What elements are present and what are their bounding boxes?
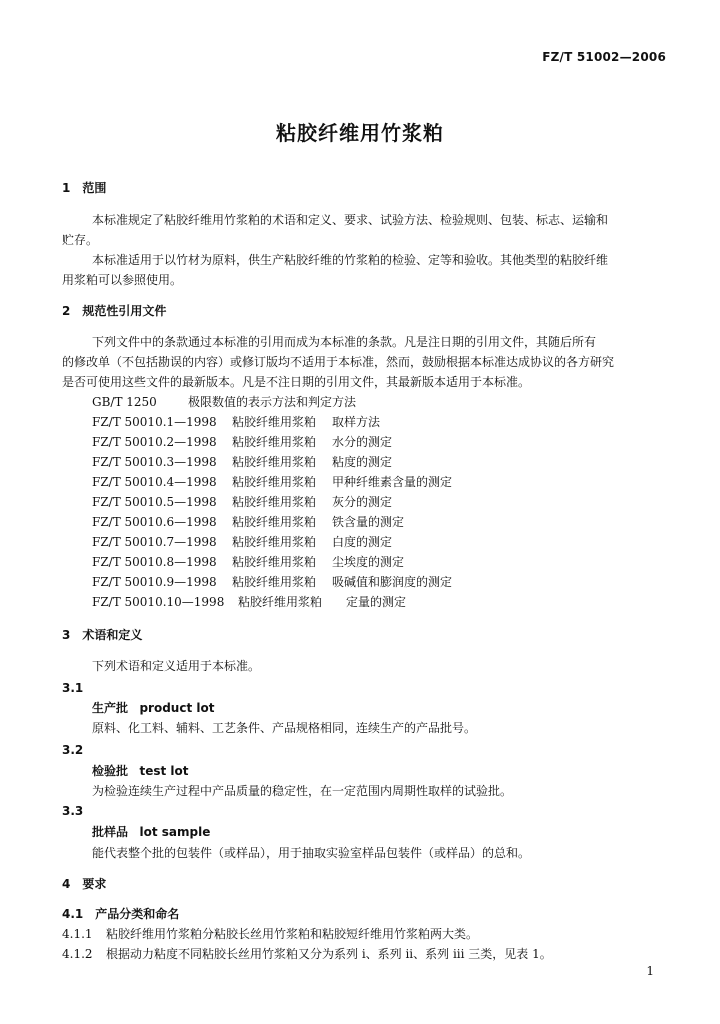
reference-name: 粘胶纤维用浆粕 bbox=[232, 495, 317, 509]
reference-item bbox=[92, 414, 380, 430]
term-title bbox=[92, 824, 210, 840]
term-english: test lot bbox=[139, 764, 189, 778]
reference-topic: 吸碱值和膨润度的测定 bbox=[332, 575, 453, 589]
term-definition: 能代表整个批的包装件（或样品），用于抽取实验室样品包装件（或样品）的总和。 bbox=[92, 846, 531, 860]
section-1-paragraph-1-line-1: 本标准规定了粘胶纤维用竹浆粕的术语和定义、要求、试验方法、检验规则、包装、标志、运输和 bbox=[92, 213, 609, 227]
term-number: 3.1 bbox=[62, 681, 84, 695]
reference-code: FZ/T 50010.1—1998 bbox=[92, 415, 217, 429]
reference-name: 粘胶纤维用浆粕 bbox=[232, 435, 317, 449]
term-title bbox=[92, 700, 214, 716]
reference-item bbox=[92, 454, 392, 470]
reference-name: 粘胶纤维用浆粕 bbox=[232, 415, 317, 429]
reference-item bbox=[92, 554, 404, 570]
reference-code: FZ/T 50010.3—1998 bbox=[92, 455, 217, 469]
reference-item bbox=[92, 394, 356, 410]
reference-code: FZ/T 50010.6—1998 bbox=[92, 515, 217, 529]
reference-code: FZ/T 50010.5—1998 bbox=[92, 495, 217, 509]
reference-code: FZ/T 50010.7—1998 bbox=[92, 535, 217, 549]
clause-text: 粘胶纤维用竹浆粕分粘胶长丝用竹浆粕和粘胶短纤维用竹浆粕两大类。 bbox=[106, 927, 479, 941]
reference-name: 粘胶纤维用浆粕 bbox=[232, 475, 317, 489]
reference-name: 粘胶纤维用浆粕 bbox=[238, 595, 323, 609]
reference-topic: 水分的测定 bbox=[332, 435, 393, 449]
term-chinese: 检验批 bbox=[92, 764, 129, 778]
page-number: 1 bbox=[646, 964, 654, 978]
term-number: 3.2 bbox=[62, 743, 84, 757]
term-chinese: 批样品 bbox=[92, 825, 129, 839]
reference-item bbox=[92, 574, 452, 590]
reference-code: FZ/T 50010.9—1998 bbox=[92, 575, 217, 589]
section-1-paragraph-2-line-1: 本标准适用于以竹材为原料，供生产粘胶纤维的竹浆粕的检验、定等和验收。其他类型的粘胶纤维 bbox=[92, 253, 609, 267]
section-3-heading: 3 术语和定义 bbox=[62, 628, 143, 642]
term-title bbox=[92, 763, 189, 779]
reference-name: 粘胶纤维用浆粕 bbox=[232, 535, 317, 549]
clause-number: 4.1.2 bbox=[62, 947, 93, 961]
reference-topic: 尘埃度的测定 bbox=[332, 555, 405, 569]
reference-item bbox=[92, 514, 404, 530]
subsection-4-1-heading: 4.1 产品分类和命名 bbox=[62, 907, 180, 921]
clause-number: 4.1.1 bbox=[62, 927, 93, 941]
reference-code: FZ/T 50010.8—1998 bbox=[92, 555, 217, 569]
section-2-heading: 2 规范性引用文件 bbox=[62, 304, 167, 318]
reference-name: 粘胶纤维用浆粕 bbox=[232, 555, 317, 569]
section-4-heading: 4 要求 bbox=[62, 877, 107, 891]
clause-4-1-1 bbox=[62, 926, 478, 942]
reference-item bbox=[92, 474, 452, 490]
term-definition: 为检验连续生产过程中产品质量的稳定性，在一定范围内周期性取样的试验批。 bbox=[92, 784, 513, 798]
term-english: product lot bbox=[139, 701, 215, 715]
reference-item bbox=[92, 534, 392, 550]
term-number: 3.3 bbox=[62, 804, 84, 818]
section-3-intro: 下列术语和定义适用于本标准。 bbox=[92, 659, 261, 673]
term-chinese: 生产批 bbox=[92, 701, 129, 715]
reference-item bbox=[92, 594, 406, 610]
section-1-heading: 1 范围 bbox=[62, 181, 107, 195]
reference-topic: 灰分的测定 bbox=[332, 495, 393, 509]
reference-code: FZ/T 50010.10—1998 bbox=[92, 595, 225, 609]
reference-topic: 白度的测定 bbox=[332, 535, 393, 549]
section-1-paragraph-2-line-2: 用浆粕可以参照使用。 bbox=[62, 273, 183, 287]
reference-name: 粘胶纤维用浆粕 bbox=[232, 455, 317, 469]
reference-topic: 甲种纤维素含量的测定 bbox=[332, 475, 453, 489]
clause-text: 根据动力粘度不同粘胶长丝用竹浆粕又分为系列 i、系列 ii、系列 iii 三类，见表 1。 bbox=[106, 947, 552, 961]
term-definition: 原料、化工料、辅料、工艺条件、产品规格相同，连续生产的产品批号。 bbox=[92, 721, 477, 735]
reference-name: 粘胶纤维用浆粕 bbox=[232, 515, 317, 529]
reference-item bbox=[92, 434, 392, 450]
clause-4-1-2 bbox=[62, 946, 552, 962]
section-2-paragraph-line-1: 下列文件中的条款通过本标准的引用而成为本标准的条款。凡是注日期的引用文件，其随后所有 bbox=[92, 335, 597, 349]
page-title: 粘胶纤维用竹浆粕 bbox=[276, 121, 444, 145]
reference-topic: 定量的测定 bbox=[346, 595, 407, 609]
reference-code: GB/T 1250 bbox=[92, 395, 157, 409]
reference-topic: 取样方法 bbox=[332, 415, 381, 429]
reference-topic: 铁含量的测定 bbox=[332, 515, 405, 529]
reference-item bbox=[92, 494, 392, 510]
reference-code: FZ/T 50010.4—1998 bbox=[92, 475, 217, 489]
term-english: lot sample bbox=[139, 825, 211, 839]
reference-topic: 粘度的测定 bbox=[332, 455, 393, 469]
reference-code: FZ/T 50010.2—1998 bbox=[92, 435, 217, 449]
section-2-paragraph-line-2: 的修改单（不包括勘误的内容）或修订版均不适用于本标准，然而，鼓励根据本标准达成协议的各方研究 bbox=[62, 355, 615, 369]
reference-name: 粘胶纤维用浆粕 bbox=[232, 575, 317, 589]
standard-code: FZ/T 51002—2006 bbox=[542, 50, 666, 64]
section-1-paragraph-1-line-2: 贮存。 bbox=[62, 233, 99, 247]
reference-name: 极限数值的表示方法和判定方法 bbox=[188, 395, 357, 409]
section-2-paragraph-line-3: 是否可使用这些文件的最新版本。凡是不注日期的引用文件，其最新版本适用于本标准。 bbox=[62, 375, 531, 389]
